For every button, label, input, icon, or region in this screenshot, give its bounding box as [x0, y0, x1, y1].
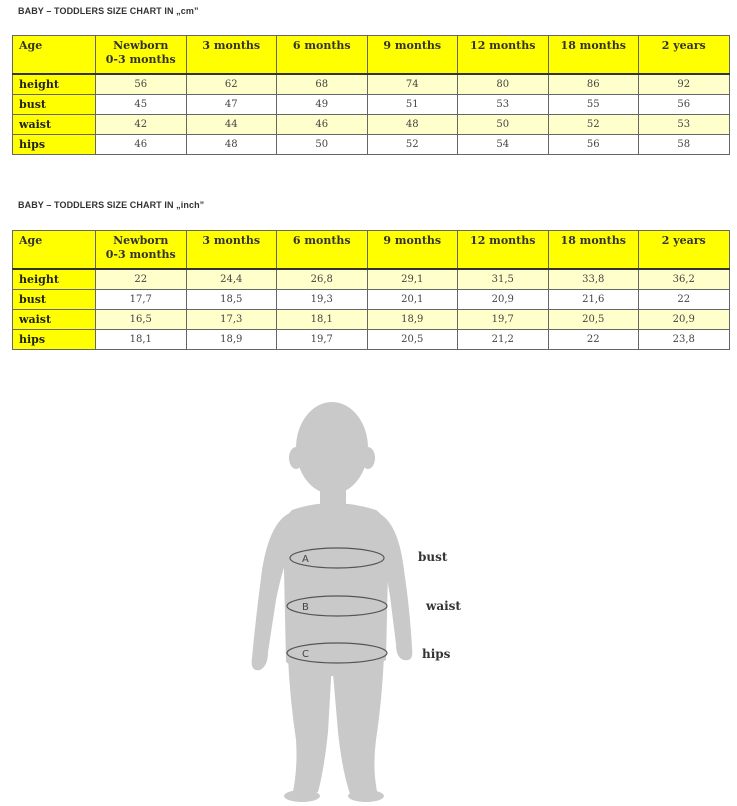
header-cell: 2 years	[639, 36, 730, 75]
table-cell: 21,6	[548, 290, 639, 310]
table-cell: 20,9	[639, 310, 730, 330]
row-label: height	[13, 269, 96, 290]
table-cell: 26,8	[277, 269, 368, 290]
header-cell	[96, 231, 187, 270]
table-row	[13, 135, 730, 155]
table-cell: 22	[548, 330, 639, 350]
table-header-row	[13, 231, 730, 270]
header-cell: Age	[13, 36, 96, 75]
table-cell: 19,3	[277, 290, 368, 310]
table-row	[13, 115, 730, 135]
header-cell: Age	[13, 231, 96, 270]
table-cell: 19,7	[458, 310, 549, 330]
table-cell: 56	[96, 74, 187, 95]
header-cell: 6 months	[277, 36, 368, 75]
bust-label: bust	[418, 550, 448, 564]
table-cell: 22	[96, 269, 187, 290]
table-title-cm: BABY – TODDLERS SIZE CHART IN „cm”	[18, 6, 199, 16]
table-cell: 58	[639, 135, 730, 155]
table-cell: 48	[367, 115, 458, 135]
table-cell: 45	[96, 95, 187, 115]
marker-a: A	[302, 554, 309, 565]
header-cell: 9 months	[367, 231, 458, 270]
table-cell: 42	[96, 115, 187, 135]
table-cell: 17,7	[96, 290, 187, 310]
silhouette-body	[252, 402, 413, 802]
table-row	[13, 95, 730, 115]
table-cell: 54	[458, 135, 549, 155]
row-label: waist	[13, 310, 96, 330]
header-cell: 12 months	[458, 231, 549, 270]
row-label: waist	[13, 115, 96, 135]
table-cell: 48	[186, 135, 277, 155]
table-cell: 56	[639, 95, 730, 115]
header-cell: 3 months	[186, 231, 277, 270]
table-cell: 20,5	[367, 330, 458, 350]
child-silhouette-icon	[240, 400, 500, 802]
table-title-inch: BABY – TODDLERS SIZE CHART IN „inch”	[18, 200, 205, 210]
table-cell: 53	[458, 95, 549, 115]
header-cell	[96, 36, 187, 75]
row-label: hips	[13, 135, 96, 155]
table-cell: 68	[277, 74, 368, 95]
table-cell: 50	[277, 135, 368, 155]
table-cell: 19,7	[277, 330, 368, 350]
row-label: bust	[13, 290, 96, 310]
table-cell: 53	[639, 115, 730, 135]
table-cell: 46	[277, 115, 368, 135]
table-row	[13, 330, 730, 350]
header-line: Newborn 0-3 months	[105, 39, 176, 66]
table-cell: 21,2	[458, 330, 549, 350]
table-cell: 51	[367, 95, 458, 115]
table-cell: 17,3	[186, 310, 277, 330]
table-cell: 18,1	[96, 330, 187, 350]
table-cell: 52	[548, 115, 639, 135]
table-cell: 18,9	[367, 310, 458, 330]
measurement-figure	[240, 400, 500, 802]
table-cell: 86	[548, 74, 639, 95]
row-label: bust	[13, 95, 96, 115]
table-cell: 18,1	[277, 310, 368, 330]
table-row	[13, 74, 730, 95]
header-cell: 3 months	[186, 36, 277, 75]
header-cell: 9 months	[367, 36, 458, 75]
table-cell: 55	[548, 95, 639, 115]
table-cell: 80	[458, 74, 549, 95]
table-cell: 31,5	[458, 269, 549, 290]
size-table-inch	[12, 230, 730, 350]
table-cell: 62	[186, 74, 277, 95]
table-cell: 46	[96, 135, 187, 155]
table-row	[13, 310, 730, 330]
table-cell: 20,5	[548, 310, 639, 330]
waist-label: waist	[426, 599, 461, 613]
marker-b: B	[302, 602, 309, 613]
table-cell: 47	[186, 95, 277, 115]
table-cell: 20,1	[367, 290, 458, 310]
header-line: Newborn 0-3 months	[105, 234, 176, 261]
header-cell: 12 months	[458, 36, 549, 75]
hips-label: hips	[422, 647, 451, 661]
header-cell: 2 years	[639, 231, 730, 270]
table-cell: 56	[548, 135, 639, 155]
marker-c: C	[302, 649, 309, 660]
table-cell: 22	[639, 290, 730, 310]
table-cell: 49	[277, 95, 368, 115]
table-cell: 20,9	[458, 290, 549, 310]
row-label: height	[13, 74, 96, 95]
table-cell: 52	[367, 135, 458, 155]
table-cell: 29,1	[367, 269, 458, 290]
row-label: hips	[13, 330, 96, 350]
table-cell: 18,5	[186, 290, 277, 310]
table-cell: 16,5	[96, 310, 187, 330]
table-cell: 24,4	[186, 269, 277, 290]
table-cell: 36,2	[639, 269, 730, 290]
size-table-cm	[12, 35, 730, 155]
table-cell: 50	[458, 115, 549, 135]
table-row	[13, 269, 730, 290]
header-cell: 18 months	[548, 36, 639, 75]
table-cell: 44	[186, 115, 277, 135]
table-cell: 92	[639, 74, 730, 95]
table-header-row	[13, 36, 730, 75]
table-cell: 33,8	[548, 269, 639, 290]
table-cell: 23,8	[639, 330, 730, 350]
header-cell: 18 months	[548, 231, 639, 270]
table-cell: 74	[367, 74, 458, 95]
header-cell: 6 months	[277, 231, 368, 270]
table-cell: 18,9	[186, 330, 277, 350]
table-row	[13, 290, 730, 310]
